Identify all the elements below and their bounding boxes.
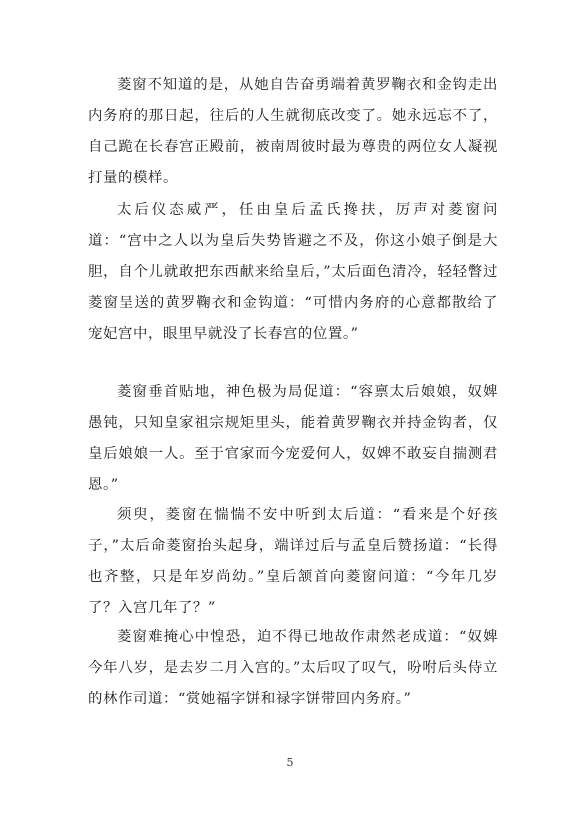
paragraph-5: 菱窗难掩心中惶恐，迫不得已地故作肃然老成道：“奴婢今年八岁，是去岁二月入宫的。”太后叹了叹气，吩咐后头侍立的林作司道：“赏她福字饼和禄字饼带回内务府。” <box>88 629 498 707</box>
paragraph-3: 菱窗垂首贴地，神色极为局促道：“容禀太后娘娘，奴婢愚钝，只知皇家祖宗规矩里头，能着黄罗鞠衣并持金钩者，仅皇后娘娘一人。至于官家而今宠爱何人，奴婢不敢妄自揣测君恩。” <box>88 384 498 493</box>
page-number: 5 <box>286 756 294 769</box>
paragraph-2: 太后仪态威严，任由皇后孟氏搀扶，厉声对菱窗问道：“宫中之人以为皇后失势皆避之不及，你这小娘子倒是大胆，自个儿就敢把东西献来给皇后，”太后面色清冷，轻轻瞥过菱窗呈送的黄罗鞠衣和金钩道：“可惜内务府的心意都散给了宠妃宫中，眼里早就没了长春宫的位置。” <box>88 202 498 342</box>
paragraph-1: 菱窗不知道的是，从她自告奋勇端着黄罗鞠衣和金钩走出内务府的那日起，往后的人生就彻底改变了。她永远忘不了，自己跪在长春宫正殿前，被南周彼时最为尊贵的两位女人凝视打量的模样。 <box>88 77 498 186</box>
paragraph-4: 须臾，菱窗在惴惴不安中听到太后道：“看来是个好孩子，”太后命菱窗抬头起身，端详过后与孟皇后赞扬道：“长得也齐整，只是年岁尚幼。”皇后颔首向菱窗问道：“今年几岁了？入宫几年了？” <box>88 507 498 616</box>
